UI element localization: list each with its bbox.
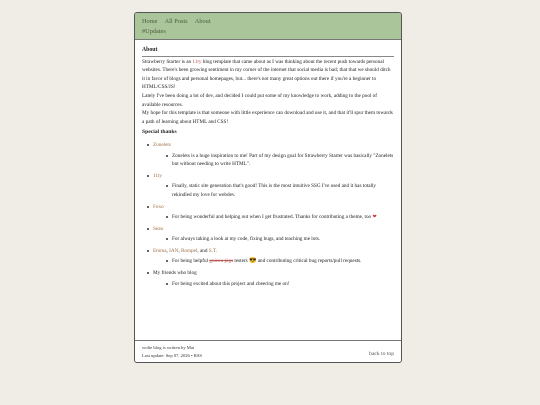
about-paragraph-2: Lately I've been doing a lot of dev, and decided I could put some of my knowledge to work, adding to the pool of available resources. bbox=[142, 92, 377, 108]
rompel-link[interactable]: Rompel bbox=[180, 247, 198, 254]
strikethrough-text: guinea pigs bbox=[209, 258, 234, 265]
eleventy-thanks-link[interactable]: 11ty bbox=[153, 172, 163, 179]
list-item bbox=[153, 269, 394, 288]
updates-nav bbox=[142, 27, 394, 37]
heart-icon: ❤ bbox=[372, 214, 377, 221]
foxo-note: For being wonderful and helping out when I get frustrated. Thanks for contributing a theme, too ❤ bbox=[172, 213, 394, 222]
sean-link[interactable]: Sean bbox=[153, 225, 164, 232]
list-item bbox=[153, 172, 394, 200]
nav-home-link[interactable]: Home bbox=[142, 18, 158, 25]
zonelets-link[interactable]: Zonelets bbox=[153, 141, 171, 148]
footer-last-update: Last update: Sep 07, 2026 • RSS bbox=[142, 352, 202, 358]
site-header bbox=[135, 13, 401, 40]
about-paragraph-1: Strawberry Starter is an 11ty blog template that came about as I was thinking about the recent push towards personal websites. There's been growing sentiment in my corner of the internet that social media is bad; that that we should ditch it in favor of blogs and personal homepages, but... there's not many great options out there if you're a beginner to HTML/CSS/JS! bbox=[142, 58, 391, 91]
thanks-list bbox=[142, 141, 394, 288]
ian-link[interactable]: IAN bbox=[169, 247, 179, 254]
st-link[interactable]: S.T. bbox=[208, 247, 218, 254]
friends-label: My friends who blog bbox=[153, 270, 197, 277]
friends-note: For being excited about this project and cheering me on! bbox=[172, 280, 394, 289]
nav-updates-link[interactable]: #Updates bbox=[142, 28, 166, 35]
zonelets-note: Zonelets is a huge inspiration to me! Part of my design goal for Strawberry Starter was basically "Zonelets but without needing to write HTML". bbox=[172, 152, 394, 168]
sunglasses-icon: 😎 bbox=[248, 258, 257, 265]
footer-author: wolte blog is written by Mai bbox=[142, 345, 195, 350]
list-item bbox=[153, 225, 394, 244]
main-content bbox=[135, 40, 401, 288]
eleventy-link[interactable]: 11ty bbox=[192, 58, 202, 65]
special-thanks-heading: Special thanks bbox=[142, 129, 177, 136]
main-nav bbox=[142, 17, 394, 27]
emma-link[interactable]: Emma bbox=[153, 247, 167, 254]
nav-all-posts-link[interactable]: All Posts bbox=[164, 18, 188, 25]
about-heading: About bbox=[142, 46, 394, 57]
group-note: For being helpful guinea pigs testers 😎 and contributing critical bug reports/pull requests. bbox=[172, 257, 394, 266]
site-footer bbox=[135, 340, 401, 362]
list-item bbox=[153, 141, 394, 169]
back-to-top-link[interactable]: back to top bbox=[369, 350, 394, 357]
eleventy-note: Finally, static site generation that's good! This is the most intuitive SSG I've used and it has totally rekindled my love for webdev. bbox=[172, 182, 394, 199]
about-paragraph-3: My hope for this template is that someone with little experience can download and use it, and that it'll spur them towards a path of learning about HTML and CSS! bbox=[142, 110, 393, 125]
nav-about-link[interactable]: About bbox=[194, 18, 211, 25]
sean-note: For always taking a look at my code, fixing bugs, and teaching me lots. bbox=[172, 235, 394, 244]
list-item: Emma, IAN, Rompel, and S.T. For being helpful guinea pigs testers 😎 and contributing critical bug reports/pull requests. bbox=[153, 247, 394, 266]
foxo-link[interactable]: Foxo bbox=[153, 203, 164, 210]
page-card bbox=[134, 12, 402, 363]
list-item bbox=[153, 203, 394, 222]
